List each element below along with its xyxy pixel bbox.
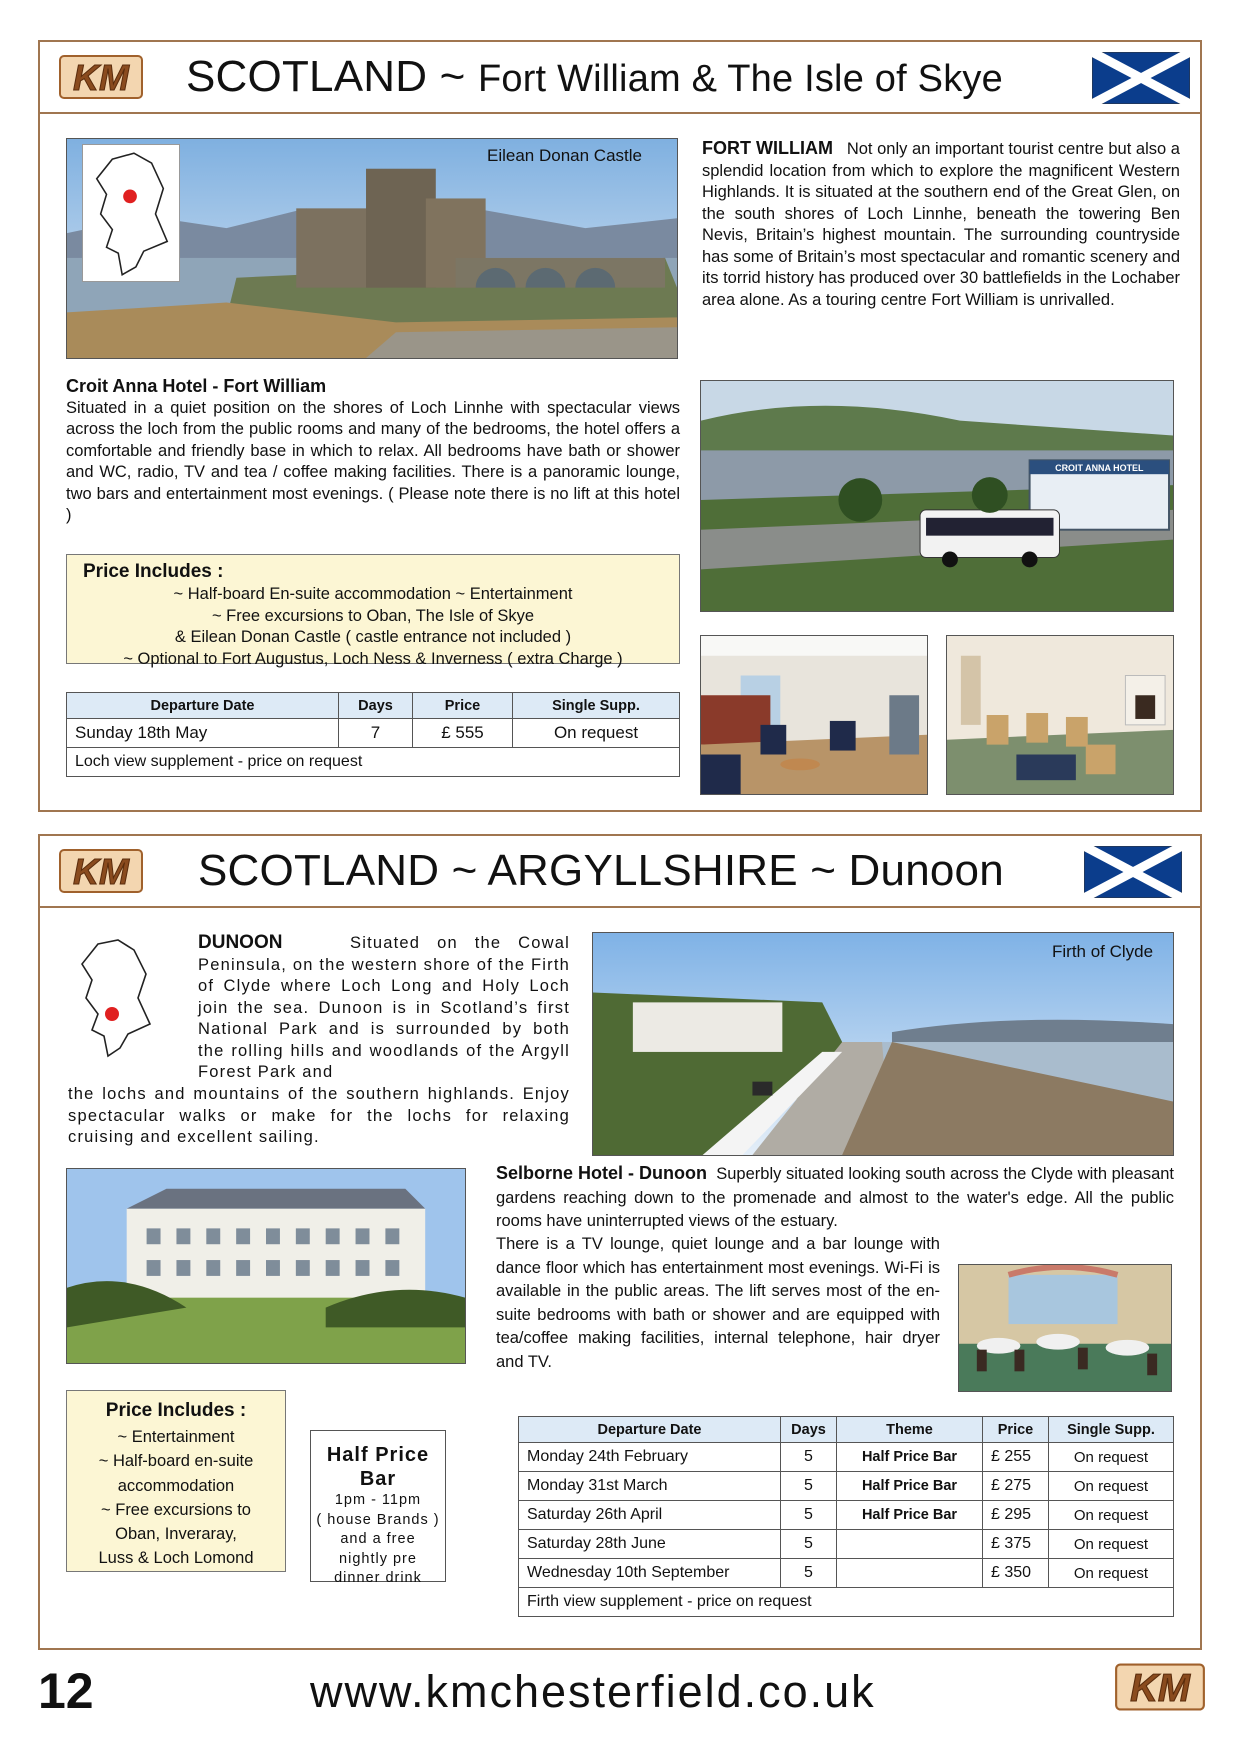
dunoon-heading: DUNOON [198,932,283,953]
table-row [67,719,680,748]
dunoon-description: the lochs and mountains of the southern highlands. Enjoy spectacular walks or make for the lochs for relaxing cruising and excellent sailing. [68,1085,570,1146]
price-includes-line: Luss & Loch Lomond [98,1549,254,1568]
price-includes-line: ~ Optional to Fort Augustus, Loch Ness & Inverness ( extra Charge ) [123,649,623,668]
price-includes-line: Oban, Inveraray, [115,1525,237,1544]
single-supplement: On request [1049,1559,1174,1588]
column-header: Departure Date [67,693,339,719]
half-price-bar-title: Half Price Bar [326,1444,430,1490]
departure-date: Saturday 28th June [519,1530,781,1559]
days: 5 [781,1501,837,1530]
single-supplement: On request [1049,1530,1174,1559]
column-header: Single Supp. [513,693,680,719]
single-supplement: On request [1049,1501,1174,1530]
svg-text:CROIT ANNA HOTEL: CROIT ANNA HOTEL [1055,463,1144,474]
price: £ 555 [413,719,513,748]
tour-panel-dunoon [38,834,1202,1650]
departure-table [518,1416,1174,1617]
hotel-lounge-photo [946,635,1174,795]
days: 5 [781,1559,837,1588]
hotel-heading: Croit Anna Hotel - Fort William [66,376,327,396]
price-includes-line: ~ Free excursions to Oban, The Isle of Skye [211,606,535,625]
price-includes-box [66,1390,286,1572]
theme: Half Price Bar [837,1501,983,1530]
half-price-bar-line: ( house Brands ) [316,1511,440,1528]
price-includes-line: ~ Half-board En-suite accommodation ~ Entertainment [173,585,573,603]
days: 5 [781,1530,837,1559]
price: £ 295 [983,1501,1049,1530]
page-number: 12 [38,1663,94,1719]
selborne-hotel-photo [66,1168,466,1364]
column-header: Single Supp. [1049,1417,1174,1443]
table-row [519,1501,1174,1530]
hotel-bar-photo [700,635,928,795]
departure-date: Monday 24th February [519,1443,781,1472]
table-row [519,1530,1174,1559]
price-includes-line: ~ Entertainment [117,1428,235,1447]
days: 5 [781,1472,837,1501]
price-includes-box [66,554,680,668]
theme: Half Price Bar [837,1472,983,1501]
table-footer-note: Loch view supplement - price on request [67,748,680,777]
dunoon-description-wrap: DUNOON Situated on the Cowal Peninsula, on the western shore of the Firth of Clyde where Loch Long and Holy Loch join the sea. Dunoon is in Scotland’s first National Park and is surrounded by both the rolling hills and woodlands of the Argyll Forest Park and [198,932,570,1081]
scotland-flag-icon [1084,846,1182,898]
days: 7 [339,719,413,748]
table-row [519,1443,1174,1472]
column-header: Departure Date [519,1417,781,1443]
price-includes-line: & Eilean Donan Castle ( castle entrance not included ) [174,628,572,646]
km-logo [58,846,144,896]
half-price-bar-line: 1pm - 11pm [334,1492,422,1508]
page-title: SCOTLAND ~ ARGYLLSHIRE ~ Dunoon [198,846,1004,895]
half-price-bar-line: nightly pre [339,1550,417,1567]
svg-text:KM: KM [1130,1666,1190,1710]
tour-panel-fort-william [38,40,1202,812]
svg-text:KM: KM [73,851,129,892]
days: 5 [781,1443,837,1472]
half-price-bar-box [310,1430,446,1586]
half-price-bar-line: dinner drink [334,1570,422,1586]
hotel-description: Croit Anna Hotel - Fort William Situated in a quiet position on the shores of Loch Linnhe with spectacular views across the loch from the public rooms and many of the bedrooms, the hotel offers a comfortable and friendly base in which to relax. All bedrooms have bath or shower and WC, radio, TV and tea / coffee making facilities. There is a panoramic lounge, two bars and entertainment most evenings. ( Please note there is no lift at this hotel ) [66,376,680,524]
svg-text:KM: KM [73,57,129,98]
column-header: Days [781,1417,837,1443]
column-header: Price [413,693,513,719]
panel-header [40,42,1200,114]
single-supplement: On request [1049,1443,1174,1472]
price: £ 350 [983,1559,1049,1588]
km-logo [58,52,144,102]
departure-date: Sunday 18th May [67,719,339,748]
single-supplement: On request [513,719,680,748]
column-header: Theme [837,1417,983,1443]
page-title: SCOTLAND ~ Fort William & The Isle of Skye [186,52,1003,101]
theme [837,1559,983,1588]
departure-table [66,692,680,777]
price-includes-line: ~ Half-board en-suite [98,1452,254,1471]
price-includes-line: ~ Free excursions to [101,1500,251,1519]
theme [837,1530,983,1559]
fort-william-heading: FORT WILLIAM [702,138,833,158]
price-includes-title: Price Includes : [83,561,224,582]
scotland-map-inset [70,934,160,1062]
website-link[interactable]: www.kmchesterfield.co.uk [310,1666,876,1717]
departure-date: Saturday 26th April [519,1501,781,1530]
hotel-description: Selborne Hotel - Dunoon Superbly situated looking south across the Clyde with pleasant gardens reaching down to the promenade and almost to the water's edge. All the public rooms have uninterrupted views of the estuary. [496,1163,1175,1230]
theme: Half Price Bar [837,1443,983,1472]
hotel-dining-room-photo [958,1264,1172,1392]
hotel-heading: Selborne Hotel - Dunoon [496,1163,708,1183]
panel-header [40,836,1200,908]
single-supplement: On request [1049,1472,1174,1501]
price: £ 255 [983,1443,1049,1472]
km-logo [1114,1658,1206,1716]
price-includes-line: accommodation [117,1476,235,1495]
table-row [519,1472,1174,1501]
price: £ 375 [983,1530,1049,1559]
table-footer-note: Firth view supplement - price on request [519,1588,1174,1617]
fort-william-description: FORT WILLIAM Not only an important tourist centre but also a splendid location from which to explore the magnificent Western Highlands. It is situated at the southern end of the Great Glen, on the south shores of Loch Linnhe, beneath the towering Ben Nevis, Britain’s highest mountain. The surrounding countryside has some of Britain’s most spectacular and romantic scenery and its torrid history has produced over 30 battlefields in the Lochaber area alone. As a touring centre Fort William is unrivalled. [702,138,1180,309]
half-price-bar-line: and a free [340,1531,416,1547]
photo-caption: Eilean Donan Castle [487,146,642,165]
departure-date: Monday 31st March [519,1472,781,1501]
scotland-map-inset [82,144,180,282]
firth-of-clyde-photo [592,932,1174,1156]
price: £ 275 [983,1472,1049,1501]
table-row [519,1559,1174,1588]
column-header: Days [339,693,413,719]
hotel-description-continued: There is a TV lounge, quiet lounge and a bar lounge with dance floor which has entertainment most evenings. Wi-Fi is available in the public areas. The lift serves most of the en-suite bedrooms with bath or shower and are equipped with tea/coffee making facilities, internal telephone, hair dryer and TV. [496,1235,940,1371]
departure-date: Wednesday 10th September [519,1559,781,1588]
price-includes-title: Price Includes : [105,1400,247,1421]
photo-caption: Firth of Clyde [1052,942,1154,961]
croit-anna-hotel-photo [700,380,1174,612]
scotland-flag-icon [1092,52,1190,104]
column-header: Price [983,1417,1049,1443]
